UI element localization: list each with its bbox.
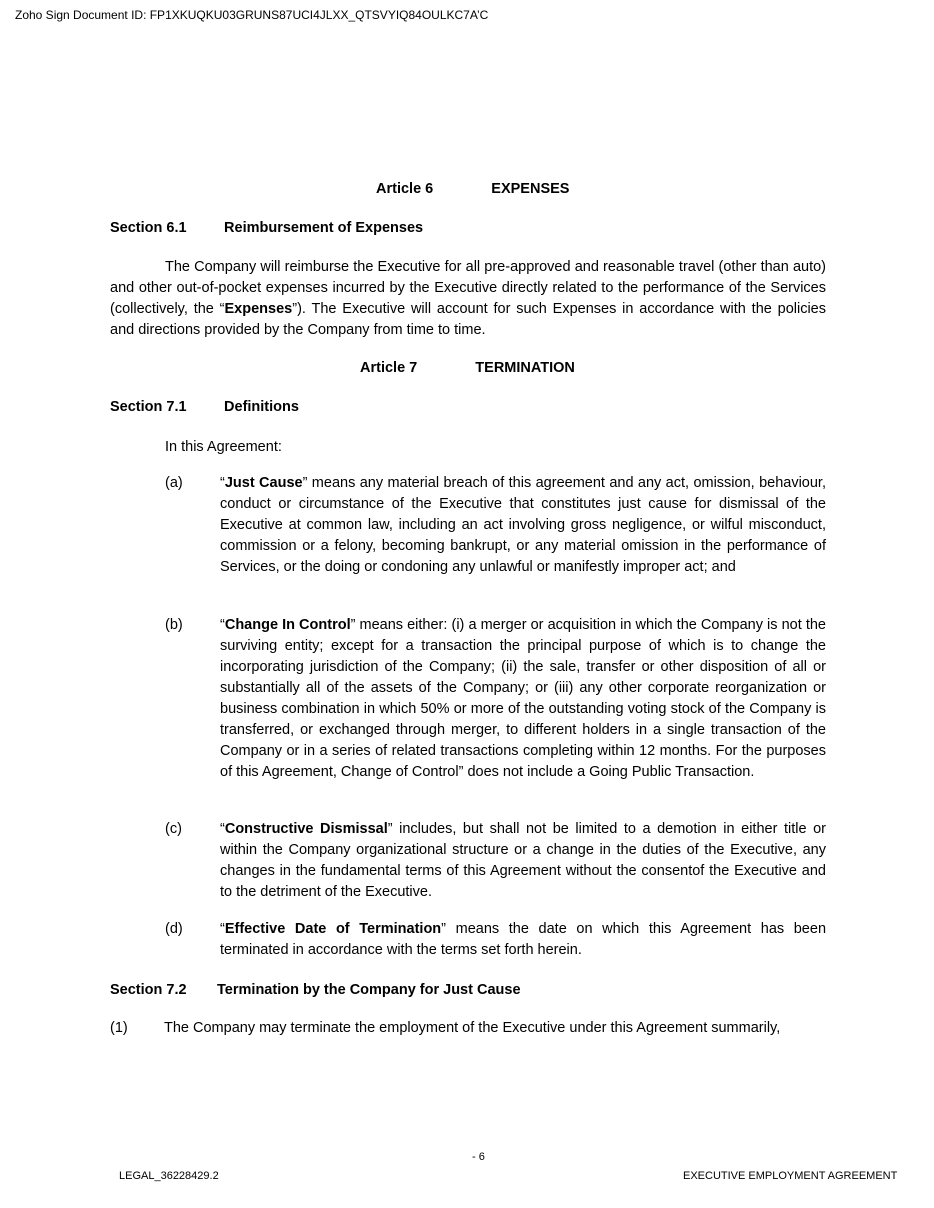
section-title: Definitions [224,399,299,415]
section-7-2-paragraph: The Company may terminate the employment of the Executive under this Agreement summarily, [164,1020,781,1036]
quote-mark: “ [220,821,225,837]
definition-text: ” means the date on which this Agreement has been terminated in accordance with the terms set forth herein. [220,921,827,958]
quote-mark: “ [220,617,225,633]
section-title: Reimbursement of Expenses [224,220,424,236]
definitions-intro: In this Agreement: [165,439,282,455]
definition-change-in-control [220,615,826,783]
section-6-1-heading [110,220,423,236]
article-title: TERMINATION [475,360,575,376]
article-7-heading [360,360,575,376]
definition-text: ” means either: (i) a merger or acquisition in which the Company is not the surviving entity; except for a transaction the principal purpose of which is to change the incorporating jurisdiction of the Company; (ii) the sale, transfer or other disposition of all or substantially all of the assets of the Company; or (iii) any other corporate reorganization or business combination in which 50% or more of the outstanding voting stock of the Company is transferred, or exchanged through merger, to different holders in a single transaction of the Company or in a series of related transactions completing within 12 months. For the purposes of this Agreement, Change of Control” does not include a Going Public Transaction. [220,617,826,780]
defined-term: Expenses [224,301,293,317]
item-label: (b) [165,617,183,633]
article-number: Article 7 [360,360,418,376]
defined-term: Just Cause [224,475,303,491]
quote-mark: “ [220,921,225,937]
definition-just-cause [220,473,826,578]
item-label: (d) [165,921,183,937]
defined-term: Change In Control [224,617,351,633]
article-number: Article 6 [376,181,434,197]
paragraph-text: ”). The Executive will account for such Expenses in accordance with the policies and directions provided by the Company from time to time. [110,301,826,338]
item-label: (a) [165,475,183,491]
defined-term: Constructive Dismissal [224,821,388,837]
quote-mark: “ [220,475,225,491]
footer-document-code: LEGAL_36228429.2 [119,1170,219,1182]
page-number: - 6 [472,1151,485,1163]
definition-effective-date [220,919,826,961]
section-7-1-heading [110,399,299,415]
section-6-1-paragraph [110,257,826,341]
document-id: Zoho Sign Document ID: FP1XKUQKU03GRUNS87UCI4JLXX_QTSVYIQ84OULKC7A’C [15,8,489,22]
definition-text: ” includes, but shall not be limited to a demotion in either title or within the Company organizational structure or a change in the duties of the Executive, any changes in the fundamental terms of this Agreement without the consentof the Executive and to the detriment of the Executive. [220,821,826,900]
article-6-heading [376,181,569,197]
paragraph-text: The Company will reimburse the Executive for all pre-approved and reasonable travel (other than auto) and other out-of-pocket expenses incurred by the Executive directly related to the performance of the Services (collectively, the “ [110,259,826,317]
section-number: Section 7.1 [110,399,187,415]
definition-text: ” means any material breach of this agreement and any act, omission, behaviour, conduct or circumstance of the Executive that constitutes just cause for dismissal of the Executive at common law, including an act involving gross negligence, or wilful misconduct, commission or a felony, becoming bankrupt, or any material omission in the performance of Services, or the doing or condoning any unlawful or manifestly improper act; and [220,475,826,575]
footer-document-title: EXECUTIVE EMPLOYMENT AGREEMENT [683,1170,898,1182]
section-title: Termination by the Company for Just Cause [217,982,521,998]
definition-constructive-dismissal [220,819,826,903]
section-number: Section 7.2 [110,982,187,998]
defined-term: Effective Date of Termination [224,921,442,937]
section-7-2-heading [110,982,521,998]
item-label: (c) [165,821,182,837]
item-label: (1) [110,1020,128,1036]
section-number: Section 6.1 [110,220,187,236]
article-title: EXPENSES [491,181,570,197]
